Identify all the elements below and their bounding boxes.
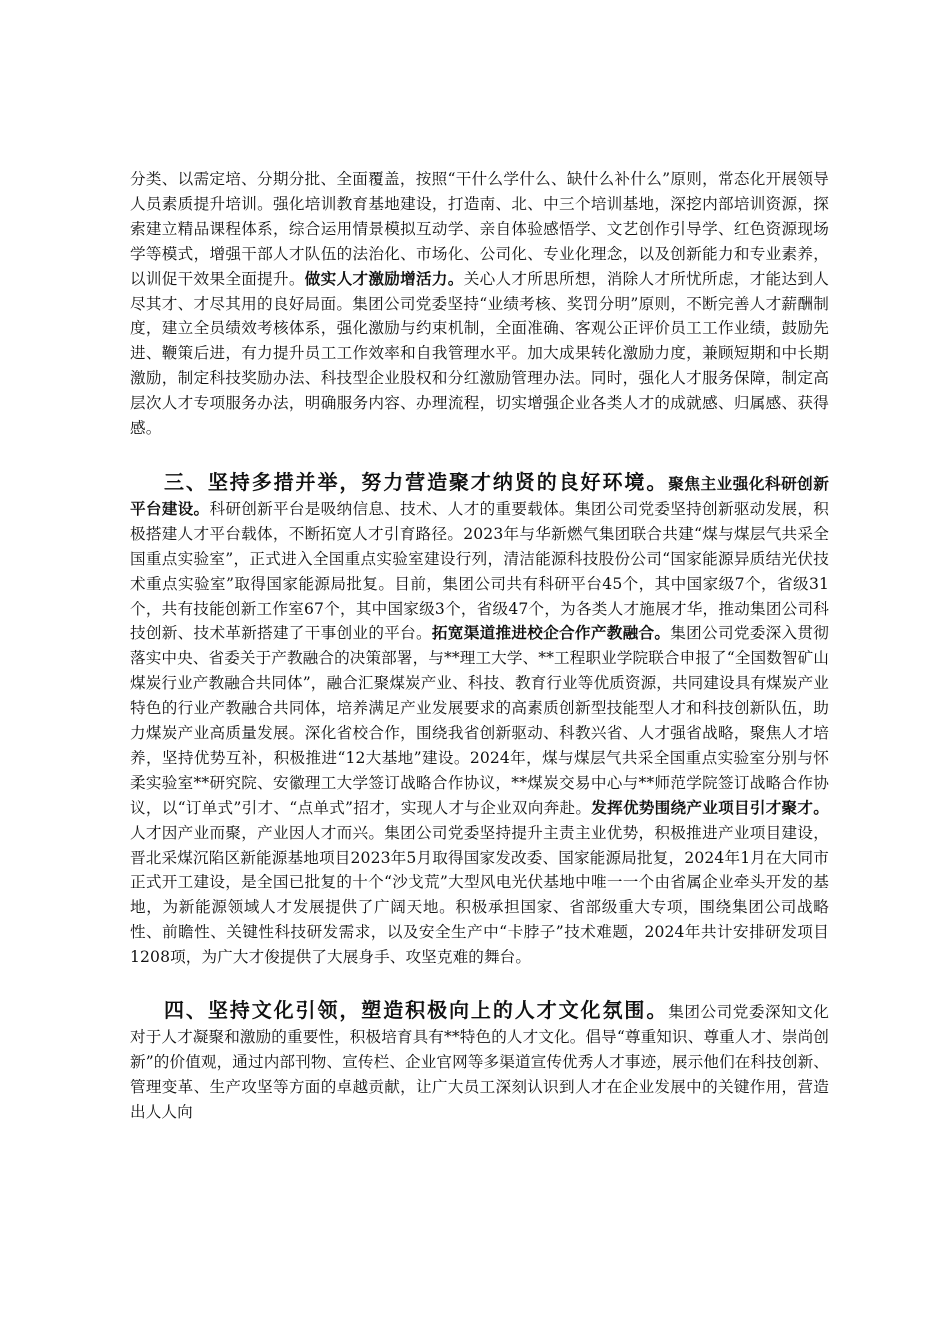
paragraph-spacer (130, 441, 829, 470)
bold-lead-phrase: 做实人才激励增活力。 (304, 268, 464, 288)
paragraph-text: 科研创新平台是吸纳信息、技术、人才的重要载体。集团公司党委坚持创新驱动发展，积极搭建人才平台载体，不断拓宽人才引育路径。2023年与华新燃气集团联合共建“煤与煤层气共采全国重点实验室”，正式进入全国重点实验室建设行列，清洁能源科技股份公司“国家能源异质结光伏技术重点实验室”取得国家能源局批复。目前，集团公司共有科研平台45个，其中国家级7个，省级31个，共有技能创新工作室67个，其中国家级3个，省级47个，为各类人才施展才华，推动集团公司科技创新、技术革新搭建了干事创业的平台。 (130, 499, 829, 643)
paragraph-text: 集团公司党委深知文化对于人才凝聚和激励的重要性，积极培育具有**特色的人才文化。倡导“尊重知识、尊重人才、崇尚创新”的价值观，通过内部刊物、宣传栏、企业官网等多渠道宣传优秀人才事迹，展示他们在科技创新、管理变革、生产攻坚等方面的卓越贡献，让广大员工深刻认识到人才在企业发展中的关键作用，营造出人人向 (130, 1003, 829, 1121)
paragraph-text: 关心人才所思所想，消除人才所忧所虑，才能达到人尽其才、才尽其用的良好局面。集团公司党委坚持“业绩考核、奖罚分明”原则，不断完善人才薪酬制度，建立全员绩效考核体系，强化激励与约束机制，全面准确、客观公正评价员工工作业绩，鼓励先进、鞭策后进，有力提升员工工作效率和自我管理水平。加大成果转化激励力度，兼顾短期和中长期激励，制定科技奖励办法、科技型企业股权和分红激励管理办法。同时，强化人才服务保障，制定高层次人才专项服务办法，明确服务内容、办理流程，切实增强企业各类人才的成就感、归属感、获得感。 (130, 269, 829, 438)
paragraph-text: 集团公司党委深入贯彻落实中央、省委关于产教融合的决策部署，与**理工大学、**工程职业学院联合申报了“全国数智矿山煤炭行业产教融合共同体”，融合汇聚煤炭产业、科技、教育行业等优质资源，共同建设具有煤炭产业特色的行业产教融合共同体，培养满足产业发展要求的高素质创新型技能型人才和科技创新队伍，助力煤炭产业高质量发展。深化省校合作，围绕我省创新驱动、科教兴省、人才强省战略，聚焦人才培养，坚持优势互补，积极推进“12大基地”建设。2024年，煤与煤层气共采全国重点实验室分别与怀柔实验室**研究院、安徽理工大学签订战略合作协议，**煤炭交易中心与**师范学院签订战略合作协议，以“订单式”引才、“点单式”招才，实现人才与企业双向奔赴。 (130, 624, 829, 817)
paragraph-section-four (130, 998, 829, 1125)
paragraph-section-three (130, 470, 829, 970)
document-page (130, 167, 829, 1125)
paragraph-spacer (130, 970, 829, 998)
section-heading-four: 四、坚持文化引领，塑造积极向上的人才文化氛围。 (164, 998, 669, 1023)
paragraph-text: 人才因产业而聚，产业因人才而兴。集团公司党委坚持提升主责主业优势，积极推进产业项目建设，晋北采煤沉陷区新能源基地项目2023年5月取得国家发改委、国家能源局批复，2024年1月在大同市正式开工建设，是全国已批复的十个“沙戈荒”大型风电光伏基地中唯一一个由省属企业牵头开发的基地，为新能源领域人才发展提供了广阔天地。积极承担国家、省部级重大专项，围绕集团公司战略性、前瞻性、关键性科技研发需求，以及安全生产中“卡脖子”技术难题，2024年共计安排研发项目1208项，为广大才俊提供了大展身手、攻坚克难的舞台。 (130, 823, 829, 967)
paragraph-text: 分类、以需定培、分期分批、全面覆盖，按照“干什么学什么、缺什么补什么”原则，常态化开展领导人员素质提升培训。强化培训教育基地建设，打造南、北、中三个培训基地，深挖内部培训资源，探索建立精品课程体系，综合运用情景模拟互动学、亲自体验感悟学、文艺创作引导学、红色资源现场学等模式，增强干部人才队伍的法治化、市场化、公司化、专业化理念，以及创新能力和专业素养，以训促干效果全面提升。 (130, 170, 829, 288)
bold-lead-phrase: 发挥优势围绕产业项目引才聚才。 (591, 797, 829, 817)
bold-lead-phrase: 聚焦主业强化科研创新平台建设。 (130, 473, 829, 518)
paragraph-training-incentives (130, 167, 829, 441)
section-heading-three: 三、坚持多措并举，努力营造聚才纳贤的良好环境。 (164, 469, 669, 494)
bold-lead-phrase: 拓宽渠道推进校企合作产教融合。 (431, 623, 671, 643)
